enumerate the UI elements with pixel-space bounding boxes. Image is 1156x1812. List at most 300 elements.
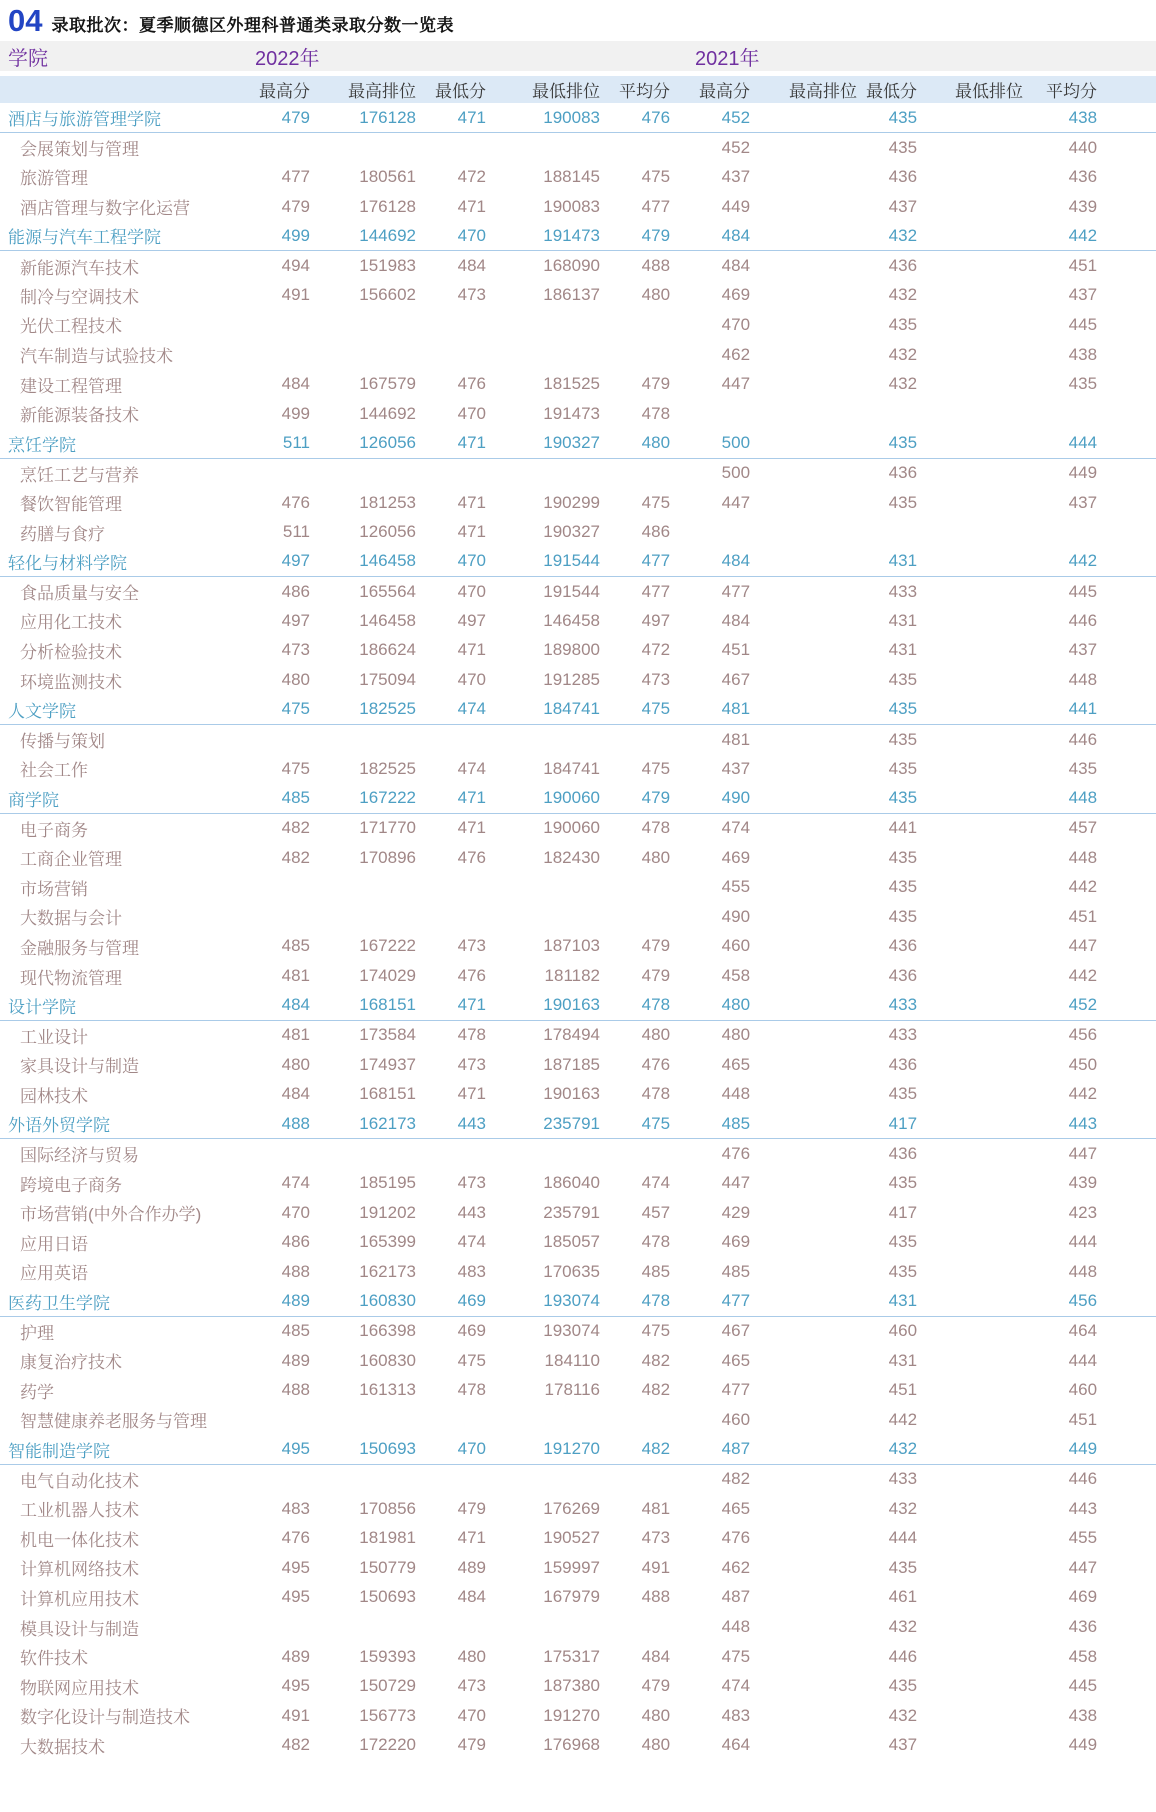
cell-min-rank-2021 (917, 1198, 1023, 1228)
cell-max-rank-2021 (750, 1316, 857, 1346)
cell-min-score-2022: 470 (457, 1705, 486, 1725)
cell-max-rank-2021 (750, 1553, 857, 1583)
row-spacer (1097, 1346, 1156, 1376)
cell-max-rank-2021 (750, 1139, 857, 1169)
cell-max-score-2021: 481 (670, 695, 750, 725)
cell-min-rank-2022: 191473 (543, 403, 600, 423)
cell-max-rank-2022 (310, 340, 416, 370)
cell-min-score-2022: 443 (457, 1202, 486, 1222)
cell-max-score-2021: 467 (721, 1321, 751, 1341)
cell-max-score-2022: 470 (281, 1202, 310, 1222)
cell-min-score-2021: 436 (888, 966, 918, 986)
cell-avg-score-2021: 451 (1068, 256, 1098, 276)
cell-avg-score-2022: 478 (641, 403, 671, 423)
cell-max-rank-2022: 166398 (359, 1321, 416, 1341)
row-spacer (1097, 813, 1156, 843)
cell-avg-score-2021: 448 (1068, 1261, 1098, 1281)
cell-avg-score-2022: 479 (641, 966, 671, 986)
cell-max-score-2022: 497 (215, 547, 310, 577)
cell-max-score-2022: 476 (281, 1528, 310, 1548)
cell-avg-score-2021: 448 (1023, 784, 1097, 814)
cell-min-rank-2021 (917, 724, 1023, 754)
cell-avg-score-2021: 448 (1068, 670, 1098, 690)
row-spacer (1097, 281, 1156, 311)
cell-max-score-2021 (670, 517, 750, 547)
cell-min-rank-2022: 181182 (544, 966, 600, 986)
cell-max-rank-2022: 170856 (359, 1498, 416, 1518)
cell-avg-score-2022: 482 (641, 1380, 671, 1400)
cell-max-score-2021: 460 (721, 936, 751, 956)
cell-avg-score-2022: 476 (641, 1054, 671, 1074)
cell-min-score-2022: 471 (457, 1528, 486, 1548)
cell-avg-score-2022 (600, 1405, 670, 1435)
cell-min-rank-2021 (917, 251, 1023, 281)
cell-avg-score-2022: 473 (641, 1528, 671, 1548)
row-spacer (1097, 488, 1156, 518)
cell-max-score-2022: 480 (281, 1054, 310, 1074)
cell-min-rank-2021 (917, 1139, 1023, 1169)
cell-max-score-2022 (215, 1464, 310, 1494)
row-spacer (1097, 1642, 1156, 1672)
batch-number-badge: 04 (8, 3, 43, 38)
cell-min-rank-2022: 186137 (543, 285, 600, 305)
row-spacer (1097, 1671, 1156, 1701)
cell-min-score-2022: 473 (457, 1173, 486, 1193)
cell-max-score-2021: 477 (670, 1287, 750, 1317)
cell-max-rank-2022: 168151 (310, 991, 416, 1021)
cell-max-score-2022 (215, 902, 310, 932)
cell-min-rank-2021 (917, 961, 1023, 991)
row-name: 大数据技术 (20, 1737, 105, 1757)
cell-max-rank-2021 (750, 932, 857, 962)
cell-max-rank-2021 (750, 961, 857, 991)
table-row (0, 133, 1156, 163)
cell-max-score-2022 (215, 872, 310, 902)
cell-avg-score-2022: 479 (641, 936, 671, 956)
cell-min-score-2022: 476 (457, 966, 486, 986)
row-name: 数字化设计与制造技术 (20, 1708, 190, 1728)
cell-avg-score-2021: 441 (1023, 695, 1097, 725)
cell-min-score-2022: 479 (457, 1735, 486, 1755)
cell-min-score-2021: 435 (888, 1232, 918, 1252)
cell-max-score-2022: 486 (281, 581, 310, 601)
row-spacer (1097, 695, 1156, 725)
cell-min-score-2022 (416, 724, 486, 754)
cell-avg-score-2021: 437 (1068, 492, 1098, 512)
cell-min-score-2021 (857, 399, 917, 429)
row-name: 应用化工技术 (20, 613, 122, 633)
row-name: 智能制造学院 (0, 1435, 215, 1465)
cell-avg-score-2021: 456 (1023, 1287, 1097, 1317)
row-name: 新能源装备技术 (20, 406, 139, 426)
cell-min-rank-2022: 191473 (486, 221, 600, 251)
cell-min-score-2022 (416, 1464, 486, 1494)
cell-max-score-2021: 487 (721, 1587, 751, 1607)
cell-avg-score-2022: 476 (600, 103, 670, 133)
row-name: 机电一体化技术 (20, 1530, 139, 1550)
row-name: 应用日语 (20, 1234, 88, 1254)
cell-min-rank-2022: 175317 (543, 1646, 600, 1666)
cell-max-rank-2022: 167222 (310, 784, 416, 814)
cell-min-rank-2022: 190083 (486, 103, 600, 133)
cell-min-rank-2021 (917, 547, 1023, 577)
cell-min-score-2022 (416, 1405, 486, 1435)
cell-max-score-2022: 477 (281, 166, 310, 186)
cell-min-rank-2021 (917, 606, 1023, 636)
cell-min-score-2021 (857, 517, 917, 547)
table-row (0, 1228, 1156, 1258)
cell-min-score-2021: 435 (857, 429, 917, 459)
cell-avg-score-2022: 479 (600, 221, 670, 251)
cell-min-score-2021: 417 (888, 1202, 918, 1222)
cell-min-score-2022 (416, 872, 486, 902)
cell-min-score-2021: 435 (888, 1557, 918, 1577)
cell-min-score-2022: 469 (457, 1321, 486, 1341)
cell-max-rank-2021 (750, 1050, 857, 1080)
cell-max-rank-2022: 171770 (359, 818, 416, 838)
cell-avg-score-2021: 450 (1068, 1054, 1098, 1074)
cell-min-rank-2022: 187185 (543, 1054, 600, 1074)
cell-max-score-2021: 464 (721, 1735, 751, 1755)
cell-min-score-2022: 473 (457, 936, 486, 956)
cell-min-rank-2022: 191270 (486, 1435, 600, 1465)
cell-max-rank-2021 (750, 310, 857, 340)
cell-min-rank-2022: 193074 (543, 1321, 600, 1341)
cell-min-score-2022 (416, 1139, 486, 1169)
cell-max-rank-2022: 176128 (310, 103, 416, 133)
cell-max-score-2021: 500 (721, 463, 751, 483)
row-spacer (1097, 1257, 1156, 1287)
row-name: 能源与汽车工程学院 (0, 221, 215, 251)
cell-min-score-2022: 478 (457, 1025, 486, 1045)
cell-avg-score-2022: 479 (641, 1676, 671, 1696)
cell-max-rank-2022 (310, 902, 416, 932)
row-name: 制冷与空调技术 (20, 287, 139, 307)
cell-min-rank-2022: 191270 (543, 1705, 600, 1725)
cell-avg-score-2022: 480 (641, 1705, 671, 1725)
cell-min-score-2022: 471 (457, 818, 486, 838)
cell-avg-score-2021: 438 (1068, 1705, 1098, 1725)
table-row (0, 251, 1156, 281)
row-name: 物联网应用技术 (20, 1678, 139, 1698)
cell-max-rank-2022 (310, 1139, 416, 1169)
cell-max-rank-2021 (750, 1405, 857, 1435)
cell-max-score-2021: 485 (721, 1261, 751, 1281)
cell-max-score-2021: 474 (721, 818, 751, 838)
row-name: 园林技术 (20, 1086, 88, 1106)
cell-max-rank-2021 (750, 1524, 857, 1554)
cell-min-score-2022: 470 (416, 547, 486, 577)
cell-max-score-2022: 474 (281, 1173, 310, 1193)
cell-min-rank-2022 (486, 902, 600, 932)
table-row (0, 399, 1156, 429)
cell-min-rank-2022: 168090 (543, 256, 600, 276)
cell-max-score-2022: 489 (215, 1287, 310, 1317)
cell-min-rank-2021 (917, 784, 1023, 814)
cell-max-rank-2021 (750, 724, 857, 754)
row-spacer (1097, 547, 1156, 577)
cell-max-score-2021: 437 (721, 758, 751, 778)
cell-min-score-2021: 431 (888, 610, 918, 630)
cell-avg-score-2022: 488 (641, 1587, 671, 1607)
cell-avg-score-2022: 472 (641, 640, 671, 660)
cell-min-rank-2022: 187380 (543, 1676, 600, 1696)
cell-min-rank-2021 (917, 1257, 1023, 1287)
cell-avg-score-2021: 446 (1068, 1469, 1098, 1489)
cell-min-score-2021: 451 (888, 1380, 918, 1400)
cell-min-rank-2021 (917, 1020, 1023, 1050)
cell-min-rank-2022: 191544 (543, 581, 600, 601)
table-row (0, 1671, 1156, 1701)
cell-max-score-2022: 495 (281, 1557, 310, 1577)
cell-avg-score-2021: 436 (1068, 166, 1098, 186)
sub-header-spacer (1097, 76, 1156, 103)
cell-min-rank-2021 (917, 902, 1023, 932)
cell-min-rank-2021 (917, 1464, 1023, 1494)
row-name: 汽车制造与试验技术 (20, 347, 173, 367)
cell-max-rank-2022: 159393 (359, 1646, 416, 1666)
cell-avg-score-2022: 479 (641, 374, 671, 394)
cell-min-rank-2021 (917, 1346, 1023, 1376)
cell-max-score-2022: 488 (281, 1261, 310, 1281)
row-name: 模具设计与制造 (20, 1619, 139, 1639)
cell-min-score-2022: 443 (416, 1109, 486, 1139)
cell-min-rank-2022: 190083 (543, 196, 600, 216)
cell-max-score-2021: 487 (670, 1435, 750, 1465)
cell-min-rank-2021 (917, 192, 1023, 222)
cell-min-rank-2022: 170635 (543, 1261, 600, 1281)
table-row (0, 429, 1156, 459)
cell-max-score-2021: 437 (721, 166, 751, 186)
cell-avg-score-2021: 443 (1068, 1498, 1098, 1518)
row-spacer (1097, 1020, 1156, 1050)
cell-max-rank-2022: 151983 (359, 256, 416, 276)
cell-min-score-2021: 437 (888, 196, 918, 216)
cell-min-rank-2022: 159997 (543, 1557, 600, 1577)
cell-min-score-2021: 433 (888, 1025, 918, 1045)
row-name: 光伏工程技术 (20, 317, 122, 337)
row-name: 国际经济与贸易 (20, 1146, 139, 1166)
row-name: 设计学院 (0, 991, 215, 1021)
row-name: 智慧健康养老服务与管理 (20, 1412, 207, 1432)
cell-avg-score-2021: 445 (1068, 314, 1098, 334)
cell-max-score-2021: 482 (721, 1469, 751, 1489)
cell-avg-score-2022 (600, 724, 670, 754)
cell-avg-score-2022 (600, 1612, 670, 1642)
cell-avg-score-2021: 457 (1068, 818, 1098, 838)
cell-max-score-2021: 452 (721, 137, 751, 157)
table-row (0, 1642, 1156, 1672)
table-row (0, 547, 1156, 577)
cell-max-score-2022: 483 (281, 1498, 310, 1518)
cell-max-rank-2022: 191202 (359, 1202, 416, 1222)
cell-min-score-2021: 431 (888, 640, 918, 660)
cell-min-score-2022: 471 (416, 784, 486, 814)
cell-max-rank-2021 (750, 1612, 857, 1642)
cell-min-score-2021: 432 (888, 1498, 918, 1518)
cell-avg-score-2022 (600, 1139, 670, 1169)
cell-min-score-2021: 437 (888, 1735, 918, 1755)
table-row (0, 1435, 1156, 1465)
cell-max-rank-2022: 160830 (310, 1287, 416, 1317)
row-spacer (1097, 606, 1156, 636)
table-row (0, 1701, 1156, 1731)
cell-max-score-2022: 495 (215, 1435, 310, 1465)
cell-min-score-2021: 435 (888, 758, 918, 778)
cell-avg-score-2022 (600, 310, 670, 340)
cell-max-score-2022: 481 (281, 966, 310, 986)
row-spacer (1097, 1612, 1156, 1642)
cell-min-rank-2022: 181525 (543, 374, 600, 394)
cell-min-rank-2022: 184110 (544, 1350, 600, 1370)
col-header-max-score-2021: 最高分 (699, 82, 751, 101)
cell-min-rank-2022: 190060 (486, 784, 600, 814)
table-row (0, 724, 1156, 754)
cell-max-rank-2022: 165399 (359, 1232, 416, 1252)
row-name: 新能源汽车技术 (20, 258, 139, 278)
cell-max-score-2022: 495 (281, 1587, 310, 1607)
cell-min-rank-2021 (917, 399, 1023, 429)
cell-min-rank-2021 (917, 932, 1023, 962)
row-name: 社会工作 (20, 761, 88, 781)
table-row (0, 1080, 1156, 1110)
year-header-row (0, 41, 1156, 71)
cell-max-score-2022 (215, 1405, 310, 1435)
cell-min-score-2021: 444 (888, 1528, 918, 1548)
cell-max-score-2021: 447 (721, 374, 751, 394)
cell-max-rank-2022 (310, 872, 416, 902)
row-name: 护理 (20, 1323, 54, 1343)
cell-min-score-2021: 436 (888, 1054, 918, 1074)
cell-min-rank-2021 (917, 872, 1023, 902)
cell-max-score-2021: 455 (721, 877, 751, 897)
cell-max-rank-2022: 126056 (310, 429, 416, 459)
cell-max-score-2021: 470 (721, 314, 751, 334)
cell-avg-score-2022: 457 (641, 1202, 671, 1222)
cell-avg-score-2022: 478 (641, 1232, 671, 1252)
cell-min-score-2022: 471 (457, 1084, 486, 1104)
table-row (0, 1464, 1156, 1494)
cell-min-score-2022: 483 (457, 1261, 486, 1281)
cell-min-rank-2021 (917, 488, 1023, 518)
cell-max-rank-2021 (750, 103, 857, 133)
cell-avg-score-2022: 475 (641, 166, 671, 186)
cell-min-rank-2022: 190163 (486, 991, 600, 1021)
table-row (0, 1731, 1156, 1761)
table-row (0, 902, 1156, 932)
cell-min-score-2021: 461 (888, 1587, 918, 1607)
cell-max-score-2021: 447 (721, 1173, 751, 1193)
cell-avg-score-2022: 477 (641, 196, 671, 216)
cell-max-rank-2022: 150729 (359, 1676, 416, 1696)
row-spacer (1097, 103, 1156, 133)
cell-max-rank-2021 (750, 636, 857, 666)
cell-max-score-2021: 460 (721, 1409, 751, 1429)
table-row (0, 221, 1156, 251)
cell-min-rank-2022: 191544 (486, 547, 600, 577)
col-header-min-rank-2022: 最低排位 (532, 82, 600, 101)
cell-avg-score-2022: 480 (600, 429, 670, 459)
row-spacer (1097, 1494, 1156, 1524)
cell-min-rank-2022 (486, 1405, 600, 1435)
cell-min-score-2022: 471 (457, 492, 486, 512)
cell-max-score-2021: 447 (721, 492, 751, 512)
cell-min-rank-2022: 184741 (486, 695, 600, 725)
row-spacer (1097, 1464, 1156, 1494)
cell-avg-score-2022: 486 (641, 522, 671, 542)
row-name: 计算机网络技术 (20, 1560, 139, 1580)
cell-min-score-2022: 474 (457, 758, 486, 778)
cell-max-rank-2022: 126056 (359, 522, 416, 542)
cell-max-rank-2021 (750, 1583, 857, 1613)
cell-min-rank-2021 (917, 1494, 1023, 1524)
cell-min-score-2022 (416, 133, 486, 163)
cell-avg-score-2022: 475 (600, 1109, 670, 1139)
cell-min-score-2021: 433 (888, 1469, 918, 1489)
cell-avg-score-2021: 449 (1068, 463, 1098, 483)
cell-max-rank-2022 (310, 1612, 416, 1642)
cell-avg-score-2021: 442 (1023, 547, 1097, 577)
cell-max-rank-2022: 146458 (359, 610, 416, 630)
cell-avg-score-2021: 446 (1068, 610, 1098, 630)
cell-avg-score-2022: 474 (641, 1173, 671, 1193)
cell-max-score-2021: 484 (670, 221, 750, 251)
cell-max-rank-2021 (750, 1642, 857, 1672)
row-spacer (1097, 1524, 1156, 1554)
cell-min-rank-2022: 176269 (543, 1498, 600, 1518)
cell-min-score-2021: 435 (888, 847, 918, 867)
cell-max-score-2022: 491 (281, 1705, 310, 1725)
row-name: 现代物流管理 (20, 968, 122, 988)
row-spacer (1097, 961, 1156, 991)
cell-min-score-2022: 478 (457, 1380, 486, 1400)
cell-min-rank-2021 (917, 991, 1023, 1021)
cell-min-rank-2021 (917, 1671, 1023, 1701)
table-row (0, 1346, 1156, 1376)
cell-min-rank-2022 (486, 458, 600, 488)
cell-max-score-2022: 484 (281, 1084, 310, 1104)
cell-max-score-2022: 488 (281, 1380, 310, 1400)
cell-max-rank-2022: 174937 (359, 1054, 416, 1074)
cell-min-rank-2021 (917, 310, 1023, 340)
cell-min-rank-2022: 167979 (543, 1587, 600, 1607)
cell-min-score-2022: 479 (457, 1498, 486, 1518)
cell-min-score-2021: 442 (888, 1409, 918, 1429)
cell-avg-score-2021: 443 (1023, 1109, 1097, 1139)
cell-max-score-2021: 474 (721, 1676, 751, 1696)
cell-max-rank-2022: 168151 (359, 1084, 416, 1104)
cell-min-rank-2021 (917, 1316, 1023, 1346)
cell-max-rank-2021 (750, 429, 857, 459)
cell-min-score-2022: 470 (416, 1435, 486, 1465)
cell-min-rank-2021 (917, 340, 1023, 370)
cell-max-score-2022: 489 (281, 1646, 310, 1666)
row-spacer (1097, 429, 1156, 459)
cell-min-score-2022 (416, 1612, 486, 1642)
cell-min-rank-2022: 178116 (544, 1380, 600, 1400)
cell-min-score-2022: 474 (416, 695, 486, 725)
cell-max-score-2021: 448 (721, 1617, 751, 1637)
cell-min-rank-2021 (917, 1524, 1023, 1554)
cell-avg-score-2021: 442 (1068, 877, 1098, 897)
cell-max-score-2022: 495 (281, 1676, 310, 1696)
cell-min-rank-2021 (917, 517, 1023, 547)
table-row (0, 1612, 1156, 1642)
cell-max-rank-2022 (310, 724, 416, 754)
cell-min-rank-2021 (917, 1553, 1023, 1583)
year-2022-header: 2022年 (255, 47, 320, 70)
cell-max-score-2021: 476 (721, 1143, 751, 1163)
